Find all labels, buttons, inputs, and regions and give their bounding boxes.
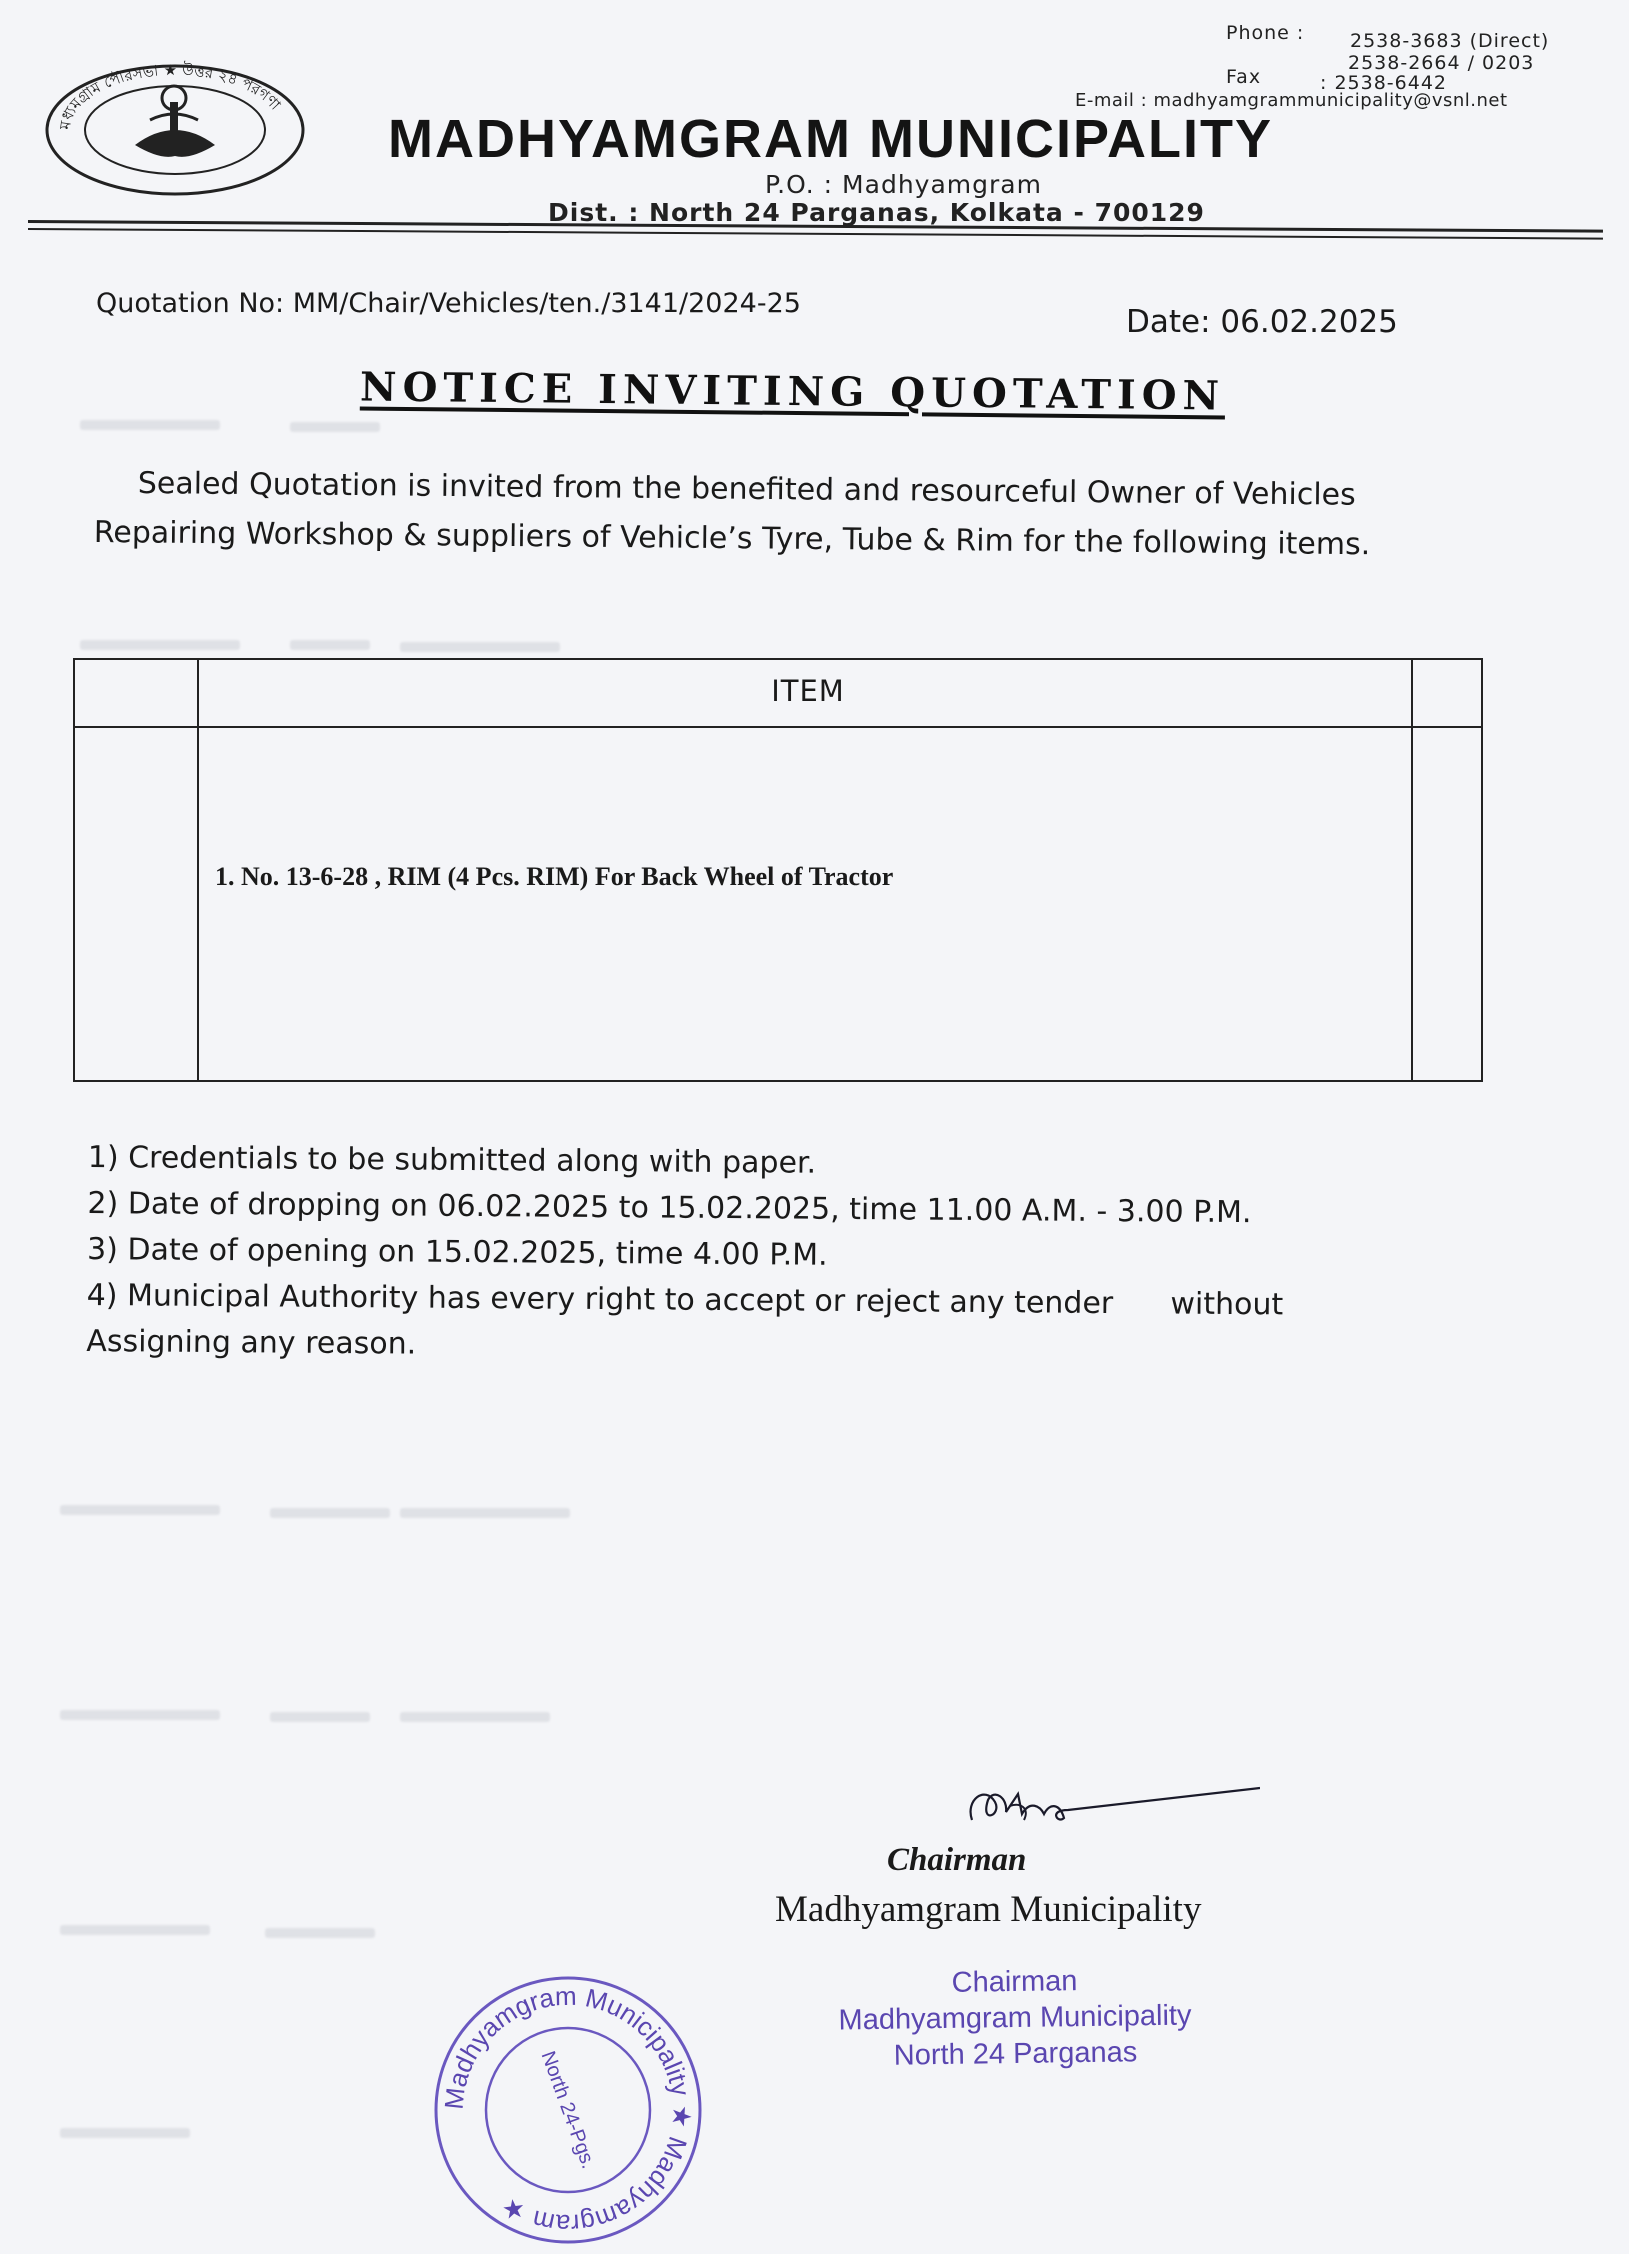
quotation-number: Quotation No: MM/Chair/Vehicles/ten./3141/2024-25 xyxy=(96,288,801,319)
seal-center-text: North 24-Pgs. xyxy=(536,2048,600,2172)
stamp-line: North 24 Parganas xyxy=(893,2036,1138,2072)
intro-line-1: Sealed Quotation is invited from the benefited and resourceful Owner of Vehicles xyxy=(137,466,1356,513)
phone-label: Phone : xyxy=(1226,22,1305,44)
scan-artifact xyxy=(400,1508,570,1518)
scan-artifact xyxy=(60,1710,220,1720)
chairman-signature xyxy=(960,1780,1260,1840)
term-item: 3) Date of opening on 15.02.2025, time 4.00 P.M. xyxy=(86,1231,828,1273)
fax-number: : 2538-6442 xyxy=(1320,72,1448,94)
municipality-seal xyxy=(428,1970,708,2250)
district-address: Dist. : North 24 Parganas, Kolkata - 700129 xyxy=(548,198,1205,227)
seal-ring-text: Madhyamgram Municipality ★ Madhyamgram ★ xyxy=(438,1980,698,2240)
items-table xyxy=(73,658,1483,1082)
table-col-divider xyxy=(1411,660,1413,1080)
chairman-stamp xyxy=(829,1961,1200,2074)
scan-artifact xyxy=(60,1505,220,1515)
scan-artifact xyxy=(80,420,220,430)
term-item: 4) Municipal Authority has every right to accept or reject any tender without xyxy=(86,1277,1284,1323)
table-col-divider xyxy=(197,660,199,1080)
table-row: 1. No. 13-6-28 , RIM (4 Pcs. RIM) For Back Wheel of Tractor xyxy=(215,862,894,891)
org-title: MADHYAMGRAM MUNICIPALITY xyxy=(388,109,1273,169)
scan-artifact xyxy=(400,1712,550,1722)
scan-artifact xyxy=(270,1508,390,1518)
scan-artifact xyxy=(60,2128,190,2138)
terms-list xyxy=(86,1135,1284,1374)
table-header-divider xyxy=(75,726,1481,728)
scan-artifact xyxy=(80,640,240,650)
phone-alt: 2538-2664 / 0203 xyxy=(1348,52,1535,74)
scan-artifact xyxy=(290,422,380,432)
table-header-item: ITEM xyxy=(771,674,845,708)
scan-artifact xyxy=(60,1925,210,1935)
scan-artifact xyxy=(265,1928,375,1938)
term-item: Assigning any reason. xyxy=(86,1323,417,1362)
logo-ring-text: মধ্যমগ্রাম পৌরসভা ★ উত্তর ২৪ পরগণা xyxy=(55,60,285,131)
post-office: P.O. : Madhyamgram xyxy=(765,170,1042,199)
scan-artifact xyxy=(270,1712,370,1722)
intro-line-2: Repairing Workshop & suppliers of Vehicle’s Tyre, Tube & Rim for the following items. xyxy=(93,515,1371,563)
term-item: 1) Credentials to be submitted along with paper. xyxy=(87,1139,817,1181)
notice-heading: NOTICE INVITING QUOTATION xyxy=(359,363,1226,420)
email[interactable]: E-mail : madhyamgrammunicipality@vsnl.net xyxy=(1075,90,1508,111)
phone-direct: 2538-3683 (Direct) xyxy=(1350,30,1550,52)
scan-artifact xyxy=(400,642,560,652)
fax-label: Fax xyxy=(1226,66,1262,88)
quotation-date: Date: 06.02.2025 xyxy=(1126,304,1398,340)
term-item: 2) Date of dropping on 06.02.2025 to 15.02.2025, time 11.00 A.M. - 3.00 P.M. xyxy=(87,1185,1252,1231)
scan-artifact xyxy=(290,640,370,650)
municipality-logo xyxy=(40,60,310,200)
stamp-line: Chairman xyxy=(951,1965,1078,1999)
signature-title: Chairman xyxy=(887,1842,1027,1878)
signature-org: Madhyamgram Municipality xyxy=(775,1889,1202,1930)
stamp-line: Madhyamgram Municipality xyxy=(838,1999,1192,2037)
